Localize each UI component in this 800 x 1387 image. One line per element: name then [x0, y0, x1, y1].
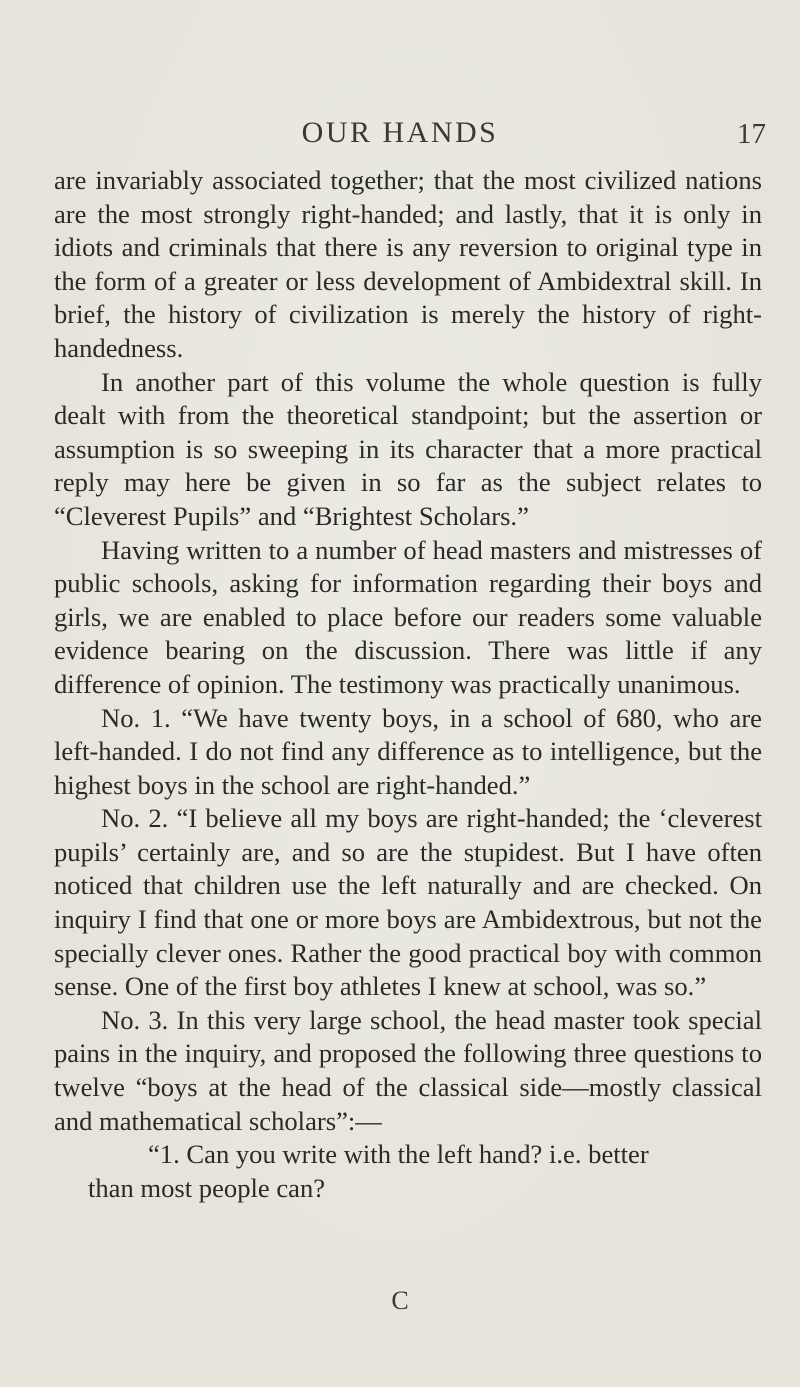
question-line: than most people can? — [88, 1172, 326, 1203]
page-number: 17 — [737, 118, 766, 150]
paragraph: are invariably associated together; that the most civilized nations are the most strongly right-handed; and lastly, that it is only in idiots and criminals that there is any reversion to original type in the form of a greater or less development of Ambidextral skill. In brief, the history of civilization is merely the history of right-handedness. — [54, 165, 762, 363]
running-title: OUR HANDS — [301, 116, 499, 149]
page-header — [0, 116, 800, 156]
question-line: “1. Can you write with the left hand? i.e. better — [148, 1139, 649, 1170]
paragraph: In another part of this volume the whole question is fully dealt with from the theoretical standpoint; but the assertion or assumption is so sweeping in its character that a more practical reply may here be given in so far as the subject relates to “Cleverest Pupils” and “Brightest Scholars.” — [54, 366, 762, 531]
paragraph: Having written to a number of head masters and mistresses of public schools, asking for information regarding their boys and girls, we are enabled to place before our readers some valuable evidence bearing on the discussion. There was little if any difference of opinion. The testimony was practically unanimous. — [54, 534, 762, 699]
paragraph: No. 2. “I believe all my boys are right-handed; the ‘cleverest pupils’ certainly are, and so are the stupidest. But I have often noticed that children use the left naturally and are checked. On inquiry I find that one or more boys are Ambidextrous, but not the specially clever ones. Rather the good practical boy with common sense. One of the first boy athletes I knew at school, was so.” — [54, 803, 762, 1002]
signature-mark: C — [391, 1286, 409, 1315]
paragraph: No. 3. In this very large school, the head master took special pains in the inquiry, and proposed the following three questions to twelve “boys at the head of the classical side—mostly classical and mathematical scholars”:— — [54, 1004, 762, 1136]
body-text — [54, 164, 762, 1205]
paragraph: No. 1. “We have twenty boys, in a school of 680, who are left-handed. I do not find any difference as to intelligence, but the highest boys in the school are right-handed.” — [54, 702, 762, 800]
